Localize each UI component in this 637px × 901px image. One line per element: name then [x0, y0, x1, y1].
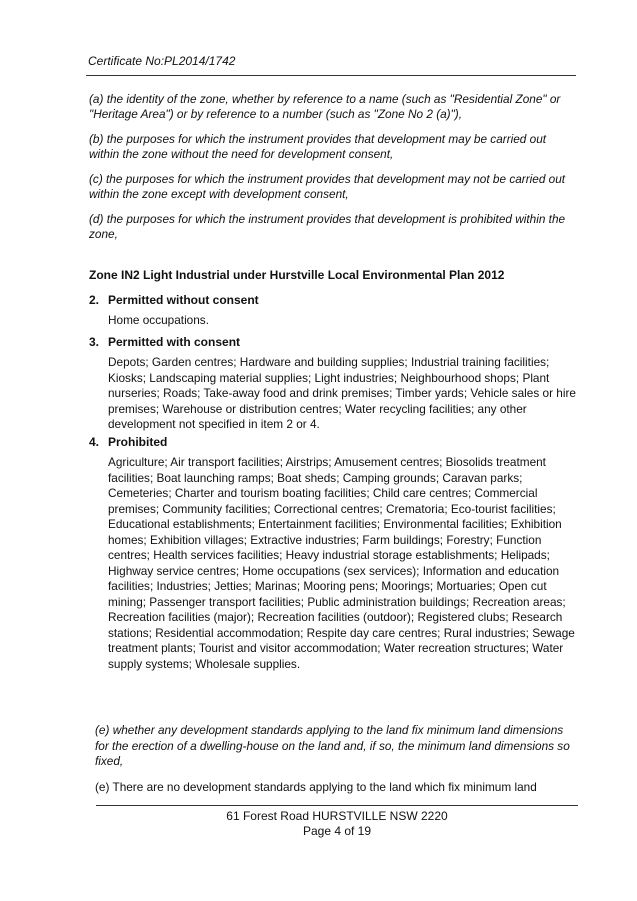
criterion-c: (c) the purposes for which the instrument provides that development may not be carried out within the zone except with development consent, [89, 172, 566, 201]
page-footer [96, 809, 578, 839]
section-number: 2. [89, 293, 100, 307]
section-body: Depots; Garden centres; Hardware and building supplies; Industrial training facilities; Kiosks; Landscaping material supplies; Light industries; Neighbourhood shops; Plant nurseries; Roads; Take-away food and drink premises; Timber yards; Vehicle sales or hire premises; Warehouse or distribution centres; Water recycling facilities; any other development not specified in item 2 or 4. [108, 355, 576, 431]
item-e-question: (e) whether any development standards applying to the land fix minimum land dimensions for the erection of a dwelling-house on the land and, if so, the minimum land dimensions so fixed, [95, 723, 570, 768]
section-prohibited [89, 435, 575, 672]
footer-divider [96, 805, 578, 806]
criterion-b: (b) the purposes for which the instrument provides that development may be carried out within the zone without the need for development consent, [89, 132, 547, 161]
section-heading [89, 335, 569, 349]
section-heading [89, 435, 569, 449]
section-title: Permitted without consent [108, 293, 259, 307]
section-permitted-with-consent [89, 335, 576, 433]
criterion-a: (a) the identity of the zone, whether by reference to a name (such as "Residential Zone" or "Heritage Area") or by reference to a number (such as "Zone No 2 (a)"), [89, 92, 561, 121]
certificate-number: Certificate No:PL2014/1742 [88, 54, 236, 68]
section-number: 4. [89, 435, 100, 449]
section-title: Prohibited [108, 435, 168, 449]
criterion-d: (d) the purposes for which the instrument provides that development is prohibited within the zone, [89, 212, 566, 241]
page-number: Page 4 of 19 [302, 824, 372, 838]
item-e-answer: (e) There are no development standards applying to the land which fix minimum land [95, 780, 537, 794]
criteria-list [89, 92, 571, 252]
section-heading [89, 293, 569, 307]
section-permitted-without-consent [89, 293, 569, 329]
section-body: Home occupations. [108, 313, 209, 327]
section-body: Agriculture; Air transport facilities; Airstrips; Amusement centres; Biosolids treatment facilities; Boat launching ramps; Boat sheds; Camping grounds; Caravan parks; Cemeteries; Charter and tourism boating facilities; Child care centres; Commercial premises; Community facilities; Correctional centres; Crematoria; Eco-tourist facilities; Educational establishments; Entertainment facilities; Environmental facilities; Exhibition homes; Exhibition villages; Extractive industries; Farm buildings; Forestry; Function centres; Health services facilities; Heavy industrial storage establishments; Helipads; Highway service centres; Home occupations (sex services); Information and education facilities; Industries; Jetties; Marinas; Mooring pens; Moorings; Mortuaries; Open cut mining; Passenger transport facilities; Public administration buildings; Recreation areas; Recreation facilities (major); Recreation facilities (outdoor); Registered clubs; Research stations; Residential accommodation; Respite day care centres; Rural industries; Sewage treatment plants; Tourist and visitor accommodation; Water recreation structures; Water supply systems; Wholesale supplies. [108, 455, 575, 671]
footer-address: 61 Forest Road HURSTVILLE NSW 2220 [226, 809, 448, 823]
header-divider [86, 75, 576, 76]
section-title: Permitted with consent [108, 335, 241, 349]
section-number: 3. [89, 335, 100, 349]
zone-heading: Zone IN2 Light Industrial under Hurstville Local Environmental Plan 2012 [89, 268, 505, 282]
